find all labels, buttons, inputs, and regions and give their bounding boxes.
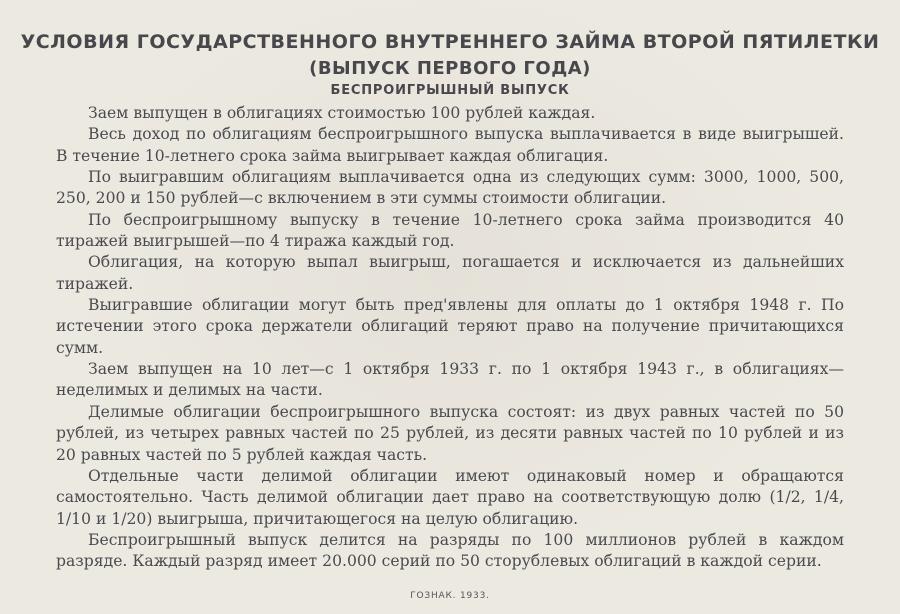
paragraph-denomination: Заем выпущен в облигациях стоимостью 100 рублей каждая. [88, 104, 596, 122]
paragraph-parts: Отдельные части делимой облигации имеют одинаковый номер и обращаются самостоятельно. Часть делимой облигации дает право на соответствующую долю (1/2, 1/4, 1/10 и 1/20) выигрыша, причитающегося на целую облигацию. [56, 466, 844, 528]
paragraph-income: Весь доход по облигациям беспроигрышного выпуска выплачивается в виде выигрышей. В течение 10-летнего срока займа выигрывает каждая облигация. [56, 125, 844, 165]
paragraph-prize-amounts: По выигравшим облигациям выплачивается одна из следующих сумм: 3000, 1000, 500, 250, 200 и 150 рублей—с включением в эти суммы стоимости облигации. [56, 168, 844, 208]
conditions-text [56, 103, 844, 573]
paragraph-payment-deadline: Выигравшие облигации могут быть пред'явлены для оплаты до 1 октября 1948 г. По истечении этого срока держатели облигаций теряют право на получение причитающихся сумм. [56, 296, 844, 357]
paragraph-redemption: Облигация, на которую выпал выигрыш, погашается и исключается из дальнейших тиражей. [56, 253, 844, 293]
page-subtitle: БЕСПРОИГРЫШНЫЙ ВЫПУСК [330, 83, 570, 98]
paragraph-categories: Беспроигрышный выпуск делится на разряды по 100 миллионов рублей в каждом разряде. Каждый разряд имеет 20.000 серий по 50 сторублевых облигаций в каждой серии. [56, 530, 844, 571]
printer-imprint: ГОЗНАК. 1933. [410, 591, 490, 601]
paragraph-divisible-bonds: Делимые облигации беспроигрышного выпуска состоят: из двух равных частей по 50 рублей, из четырех равных частей по 25 рублей, из десяти равных частей по 10 рублей и из 20 равных частей по 5 рублей каждая часть. [56, 402, 844, 464]
paragraph-term: Заем выпущен на 10 лет—с 1 октября 1933 г. по 1 октября 1943 г., в облигациях—неделимых и делимых на части. [56, 360, 844, 400]
page-title-issue: (ВЫПУСК ПЕРВОГО ГОДА) [309, 58, 591, 79]
page-title: УСЛОВИЯ ГОСУДАРСТВЕННОГО ВНУТРЕННЕГО ЗАЙМА ВТОРОЙ ПЯТИЛЕТКИ [20, 31, 880, 53]
paragraph-draws: По беспроигрышному выпуску в течение 10-летнего срока займа производится 40 тиражей выигрышей—по 4 тиража каждый год. [56, 210, 844, 251]
